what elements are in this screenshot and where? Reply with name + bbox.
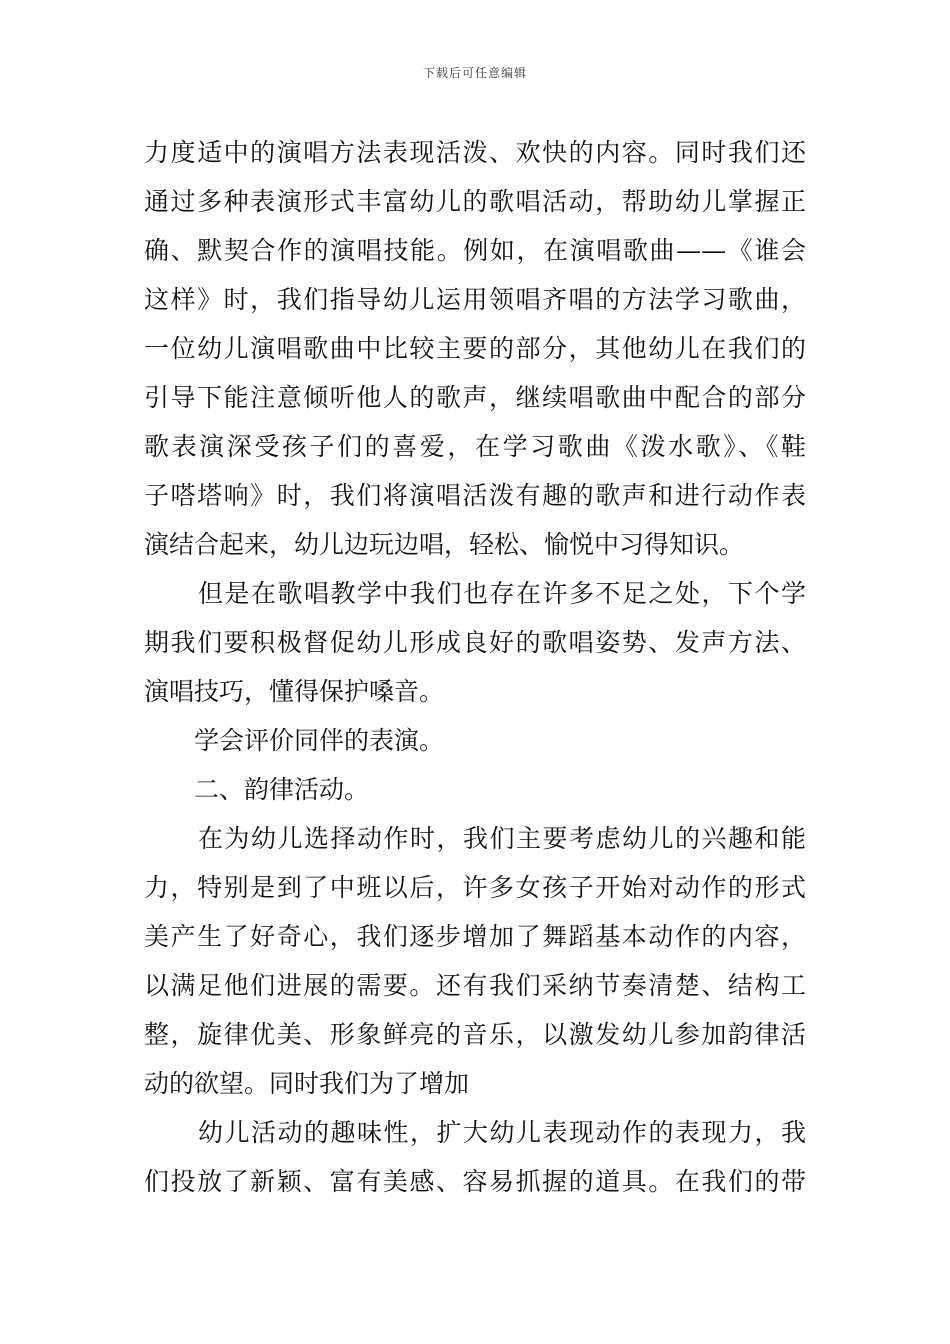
text-line: 演结合起来，幼儿边玩边唱，轻松、愉悦中习得知识。 [144,530,745,559]
text-line: 确、默契合作的演唱技能。例如，在演唱歌曲——《谁会 [144,236,806,265]
text-line: 这样》时，我们指导幼儿运用领唱齐唱的方法学习歌曲， [144,285,806,314]
page-header-note: 下载后可任意编辑 [422,66,527,80]
text-line: 期我们要积极督促幼儿形成良好的歌唱姿势、发声方法、 [144,628,806,657]
paragraph-first-line: 幼儿活动的趣味性，扩大幼儿表现动作的表现力，我 [198,1118,806,1147]
text-line: 引导下能注意倾听他人的歌声，继续唱歌曲中配合的部分 [144,383,806,412]
paragraph-first-line: 在为幼儿选择动作时，我们主要考虑幼儿的兴趣和能 [198,824,806,853]
paragraph-first-line: 但是在歌唱教学中我们也存在许多不足之处，下个学 [198,579,806,608]
text-line: 美产生了好奇心，我们逐步增加了舞蹈基本动作的内容， [144,922,806,951]
section-heading: 二、韵律活动。 [194,775,370,804]
text-line: 力，特别是到了中班以后，许多女孩子开始对动作的形式 [144,873,806,902]
text-line: 子嗒塔响》时，我们将演唱活泼有趣的歌声和进行动作表 [144,481,806,510]
document-body [144,128,806,1206]
text-line: 力度适中的演唱方法表现活泼、欢快的内容。同时我们还 [144,138,806,167]
text-line: 一位幼儿演唱歌曲中比较主要的部分，其他幼儿在我们的 [144,334,806,363]
text-line: 动的欲望。同时我们为了增加 [144,1069,470,1098]
text-line: 歌表演深受孩子们的喜爱，在学习歌曲《泼水歌》、《鞋 [144,432,806,461]
text-line: 们投放了新颖、富有美感、容易抓握的道具。在我们的带 [144,1167,806,1196]
text-line: 以满足他们进展的需要。还有我们采纳节奏清楚、结构工 [144,971,806,1000]
paragraph-line: 学会评价同伴的表演。 [194,726,445,755]
text-line: 整，旋律优美、形象鲜亮的音乐，以激发幼儿参加韵律活 [144,1020,806,1049]
text-line: 通过多种表演形式丰富幼儿的歌唱活动，帮助幼儿掌握正 [144,187,806,216]
text-line: 演唱技巧，懂得保护嗓音。 [144,677,445,706]
